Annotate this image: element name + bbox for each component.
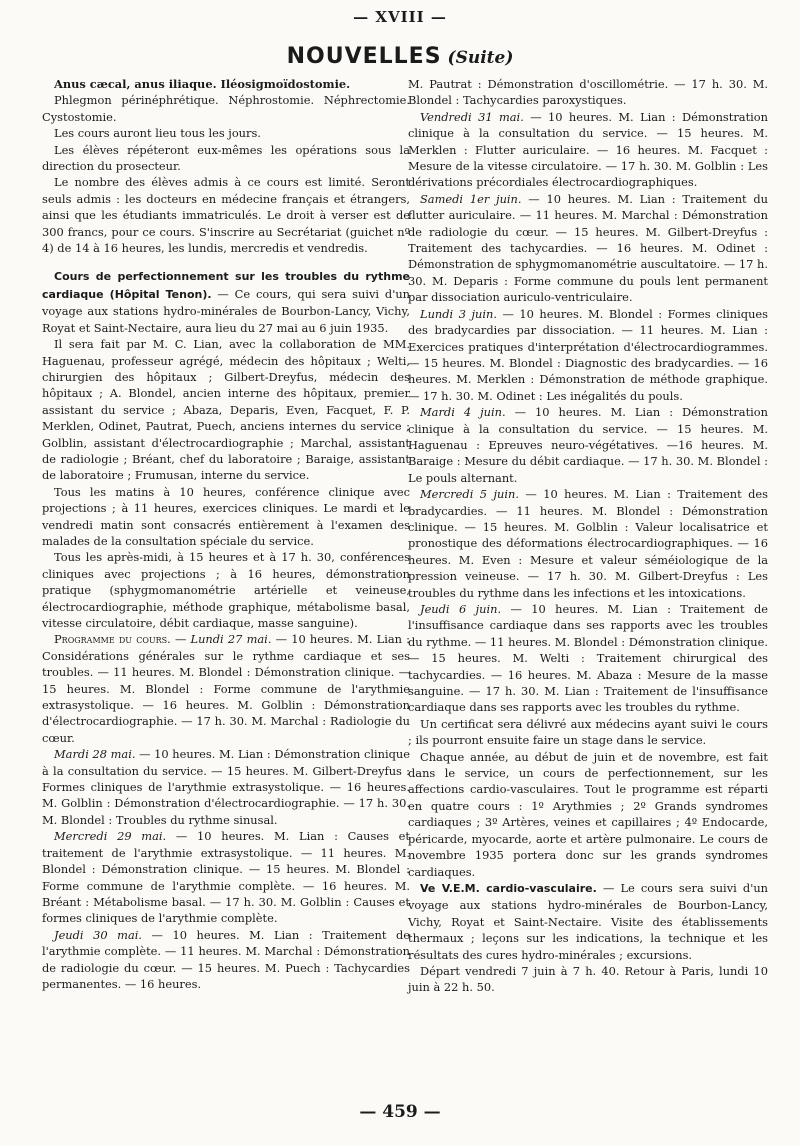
paragraph: Anus cæcal, anus iliaque. Iléosigmoïdostomie. bbox=[54, 77, 351, 91]
day-text: — 10 heures. M. Blondel : Formes cliniques des bradycardies par dissociation. — 11 heures. M. Lian : Exercices pratiques d'interprétation d'électrocardiogrammes. — 15 heures. M. Blondel : Diagnostic des bradycardies. — 16 heures. M. Merklen : Démonstration de méthode graphique. — 17 h. 30. M. Odinet : Les inégalités du pouls. bbox=[408, 306, 768, 403]
day-text: — 10 heures. M. Lian : Traitement de l'insuffisance cardiaque dans ses rapports avec les troubles du rythme. — 11 heures. M. Blondel : Démonstration clinique. — 15 heures. M. Welti : Traitement chirurgical des tachycardies. — 16 heures. M. Abaza : Mesure de la masse sanguine. — 17 h. 30. M. Lian : Traitement de l'insuffisance cardiaque dans ses rapports avec les troubles du rythme. bbox=[408, 602, 768, 715]
program-day bbox=[408, 191, 768, 306]
program-day bbox=[42, 746, 410, 828]
paragraph: Tous les après-midi, à 15 heures et à 17 h. 30, conférences cliniques avec projections ; à 16 heures, démonstration pratique (sphygmomanométrie artérielle et veineuse, électrocardiographie, méthode graphique, métabolisme basal, vitesse circulatoire, débit cardiaque, masse sanguine). bbox=[42, 550, 410, 630]
day-label: Mercredi 29 mai. bbox=[54, 829, 167, 844]
program-day bbox=[408, 306, 768, 404]
paragraph: Tous les matins à 10 heures, conférence clinique avec projections ; à 11 heures, exercices cliniques. Le mardi et le vendredi matin sont consacrés entièrement à l'examen des malades de la consultation spéciale du service. bbox=[42, 484, 410, 548]
vem-heading: Ve V.E.M. cardio-vasculaire. bbox=[420, 881, 597, 895]
day-label: Samedi 1er juin. bbox=[420, 191, 522, 206]
day-label: Jeudi 30 mai. bbox=[54, 927, 143, 942]
right-column bbox=[408, 76, 768, 996]
paragraph: Le nombre des élèves admis à ce cours est limité. Seront seuls admis : les docteurs en médecine français et étrangers, ainsi que les étudiants immatriculés. Le droit à verser est de 300 francs, pour ce cours. S'inscrire au Secrétariat (guichet nº 4) de 14 à 16 heures, les lundis, mercredis et vendredis. bbox=[42, 175, 410, 256]
section-title-suite: (Suite) bbox=[447, 48, 514, 68]
day-text: — 10 heures. M. Lian : Démonstration clinique à la consultation du service. — 15 heures. M. Merklen : Flutter auriculaire. — 16 heures. M. Facquet : Mesure de la vitesse circulatoire. — 17 h. 30. M. Golblin : Les dérivations précordiales électrocardiographiques. bbox=[408, 109, 768, 190]
day-label: Jeudi 6 juin. bbox=[420, 602, 502, 616]
vem-text: — Le cours sera suivi d'un voyage aux stations hydro-minérales de Bourbon-Lancy, Vichy, Royat et Saint-Nectaire. Visite des établissements thermaux ; leçons sur les indications, la technique et les résultats des cures hydro-minérales ; excursions. bbox=[408, 880, 768, 962]
program-day bbox=[408, 486, 768, 601]
page-number: — 459 — bbox=[359, 1102, 441, 1122]
day-label: Lundi 27 mai. bbox=[190, 632, 272, 647]
day-text: — 10 heures. M. Lian : Traitement du flutter auriculaire. — 11 heures. M. Marchal : Démonstration de radiologie du cœur. — 15 heures. M. Gilbert-Dreyfus : Traitement des tachycardies. — 16 heures. M. Odinet : Démonstration de sphygmomanométrie auscultatoire. — 17 h. 30. M. Deparis : Forme commune du pouls lent permanent par dissociation auriculo-ventriculaire. bbox=[408, 191, 769, 305]
paragraph: Les cours auront lieu tous les jours. bbox=[54, 126, 261, 141]
paragraph: M. Pautrat : Démonstration d'oscillométrie. — 17 h. 30. M. Blondel : Tachycardies paroxystiques. bbox=[408, 77, 768, 108]
vem-announcement bbox=[408, 880, 768, 963]
day-text: — 10 heures. M. Lian : Considérations générales sur le rythme cardiaque et ses troubles. — 11 heures. M. Blondel : Démonstration clinique. — 15 heures. M. Blondel : Forme commune de l'arythmie extrasystolique. — 16 heures. M. Golblin : Démonstration d'électrocardiographie. — 17 h. 30. M. Marchal : Radiologie du cœur. bbox=[42, 632, 410, 745]
program-day: Programme du cours. — Lundi 27 mai. — 10 heures. M. Lian : Considérations générales sur le rythme cardiaque et ses troubles. — 11 heures. M. Blondel : Démonstration clinique. — 15 heures. M. Blondel : Forme commune de l'arythmie extrasystolique. — 16 heures. M. Golblin : Démonstration d'électrocardiographie. — 17 h. 30. M. Marchal : Radiologie du cœur. bbox=[42, 632, 410, 745]
page-header-roman: — XVIII — bbox=[353, 8, 447, 26]
paragraph: Un certificat sera délivré aux médecins ayant suivi le cours ; ils pourront ensuite faire un stage dans le service. bbox=[408, 716, 768, 748]
program-day bbox=[42, 828, 410, 926]
section-title-main: NOUVELLES bbox=[286, 44, 442, 69]
paragraph: Départ vendredi 7 juin à 7 h. 40. Retour à Paris, lundi 10 juin à 22 h. 50. bbox=[408, 963, 768, 995]
program-day bbox=[408, 404, 768, 486]
course-heading: Cours de perfectionnement sur les troubles du rythme cardiaque (Hôpital Tenon). bbox=[42, 270, 410, 301]
paragraph: Il sera fait par M. C. Lian, avec la collaboration de MM. Haguenau, professeur agrégé, médecin des hôpitaux ; Welti, chirurgien des hôpitaux ; Gilbert-Dreyfus, médecin des hôpitaux ; A. Blondel, ancien interne des hôpitaux, premier assistant du service ; Abaza, Deparis, Even, Facquet, F. P. Merklen, Odinet, Pautrat, Puech, anciens internes du service ; Golblin, assistant d'électrocardiographie ; Marchal, assistant de radiologie ; Bréant, chef du laboratoire ; Baraige, assistant de laboratoire ; Frumusan, interne du service. bbox=[42, 337, 410, 483]
program-day bbox=[408, 601, 768, 716]
day-label: Mercredi 5 juin. bbox=[420, 487, 519, 502]
day-label: Mardi 28 mai. bbox=[54, 747, 136, 762]
day-label: Vendredi 31 mai. bbox=[420, 109, 524, 124]
course-announcement bbox=[42, 268, 410, 336]
day-text: — 10 heures. M. Lian : Causes et traitement de l'arythmie extrasystolique. — 11 heures. M. Blondel : Démonstration clinique. — 15 heures. M. Blondel : Forme commune de l'arythmie complète. — 16 heures. M. Bréant : Métabolisme basal. — 17 h. 30. M. Golblin : Causes et formes cliniques de l'arythmie complète. bbox=[42, 829, 410, 926]
day-text: — 10 heures. M. Lian : Traitement de l'arythmie complète. — 11 heures. M. Marchal : Démonstration de radiologie du cœur. — 15 heures. M. Puech : Tachycardies permanentes. — 16 heures. bbox=[42, 927, 411, 991]
day-text: — 10 heures. M. Lian : Traitement des bradycardies. — 11 heures. M. Blondel : Démonstration clinique. — 15 heures. M. Golblin : Valeur localisatrice et pronostique des déformations électrocardiographiques. — 16 heures. M. Even : Mesure et valeur séméiologique de la pression veineuse. — 17 h. 30. M. Gilbert-Dreyfus : Les troubles du rythme dans les infections et les intoxications. bbox=[408, 487, 768, 600]
paragraph: Les élèves répéteront eux-mêmes les opérations sous la direction du prosecteur. bbox=[42, 142, 410, 174]
program-day bbox=[408, 109, 768, 191]
section-title bbox=[0, 44, 800, 69]
day-label: Lundi 3 juin. bbox=[420, 306, 497, 321]
paragraph: Phlegmon périnéphrétique. Néphrostomie. Néphrectomie. Cystostomie. bbox=[42, 93, 410, 124]
day-text: — 10 heures. M. Lian : Démonstration clinique à la consultation du service. — 15 heures. M. Gilbert-Dreyfus : Formes cliniques de l'arythmie extrasystolique. — 16 heures. M. Golblin : Démonstration d'électrocardiographie. — 17 h. 30. M. Blondel : Troubles du rythme sinusal. bbox=[42, 747, 410, 827]
program-day bbox=[42, 927, 410, 993]
left-column bbox=[42, 76, 410, 992]
paragraph: Chaque année, au début de juin et de novembre, est fait dans le service, un cours de perfectionnement, sur les affections cardio-vasculaires. Tout le programme est réparti en quatre cours : 1º Arythmies ; 2º Grands syndromes cardiaques ; 3º Artères, veines et capillaires ; 4º Endocarde, péricarde, myocarde, aorte et artère pulmonaire. Le cours de novembre 1935 portera donc sur les grands syndromes cardiaques. bbox=[408, 749, 768, 879]
day-label: Mardi 4 juin. bbox=[420, 405, 506, 420]
course-text: — Ce cours, qui sera suivi d'un voyage aux stations hydro-minérales de Bourbon-Lancy, Vichy, Royat et Saint-Nectaire, aura lieu du 27 mai au 6 juin 1935. bbox=[42, 286, 410, 335]
program-label: Programme du cours. bbox=[54, 632, 171, 647]
day-text: — 10 heures. M. Lian : Démonstration clinique à la consultation du service. — 15 heures. M. Haguenau : Epreuves neuro-végétatives. —16 heures. M. Baraige : Mesure du débit cardiaque. — 17 h. 30. M. Blondel : Le pouls alternant. bbox=[408, 405, 768, 485]
